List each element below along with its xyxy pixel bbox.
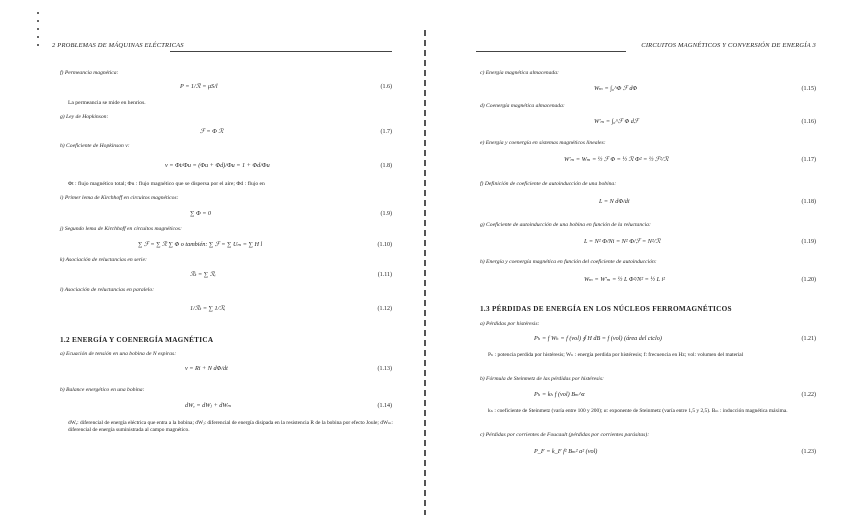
- item-label: i) Primer lema de Kirchhoff en circuitos magnéticos:: [60, 195, 179, 201]
- item-label: b) Balance energético en una bobina:: [60, 387, 145, 393]
- equation-number: (1.13): [377, 366, 392, 372]
- right-header-text: CIRCUITOS MAGNÉTICOS Y CONVERSIÓN DE ENERGÍA 3: [641, 42, 816, 49]
- equation: v = Ri + N dΦ/dt: [185, 365, 228, 372]
- item-label: b) Fórmula de Steinmetz de las pérdidas por histéresis:: [480, 376, 604, 382]
- item-label: d) Coenergía magnética almacenada:: [480, 103, 565, 109]
- equation-number: (1.21): [801, 336, 816, 342]
- left-header-text: 2 PROBLEMAS DE MÁQUINAS ELÉCTRICAS: [52, 42, 184, 49]
- header-rule: [170, 51, 392, 52]
- right-page: [424, 0, 848, 515]
- equation: ν = Φt/Φu = (Φu + Φd)/Φu = 1 + Φd/Φu: [165, 162, 270, 169]
- item-label: c) Energía magnética almacenada:: [480, 70, 559, 76]
- item-label: a) Ecuación de tensión en una bobina de N espiras:: [60, 351, 177, 357]
- item-label: a) Pérdidas por histéresis:: [480, 321, 540, 327]
- equation: ∑ ℱ = ∑ ℛ ∑ Φ o también: ∑ ℱ = ∑ Uₘ = ∑ H l: [138, 241, 263, 248]
- item-label: h) Coeficiente de Hopkinson ν:: [60, 143, 130, 149]
- item-label: c) Pérdidas por corrientes de Foucault (pérdidas por corrientes parásitas):: [480, 432, 650, 438]
- equation: Pₕ = f Wₕ = f (vol) ∮ H dB = f (vol) (área del ciclo): [534, 335, 662, 342]
- equation: Wₘ = ∫₀^Φ ℱ dΦ: [594, 85, 638, 92]
- item-label: h) Energía y coenergía magnética en función del coeficiente de autoinducción:: [480, 259, 657, 265]
- equation-number: (1.23): [801, 449, 816, 455]
- equation: W′ₘ = ∫₀^ℱ Φ dℱ: [594, 118, 639, 125]
- equation: Pₕ = kₕ f (vol) Bₘ^α: [534, 391, 585, 398]
- right-page-header: [476, 42, 816, 54]
- equation: ℱ = Φ ℛ: [200, 128, 224, 135]
- body-paragraph: dWₑ: diferencial de energía eléctrica que entra a la bobina; dWⱼ: diferencial de energía disipada en la resistencia R de la bobina por efecto Joule; dWₘ: diferencial de energía suministrada al campo magnético.: [68, 420, 393, 433]
- equation-number: (1.15): [801, 86, 816, 92]
- equation-number: (1.7): [380, 129, 392, 135]
- header-rule: [476, 51, 626, 52]
- section-heading: 1.3 PÉRDIDAS DE ENERGÍA EN LOS NÚCLEOS FERROMAGNÉTICOS: [480, 305, 732, 313]
- item-label: l) Asociación de reluctancias en paralelo:: [60, 287, 154, 293]
- item-label: g) Ley de Hopkinson:: [60, 114, 109, 120]
- equation: P = 1/ℛ = μS/l: [180, 83, 218, 90]
- equation: 1/ℛₜ = ∑ 1/ℛᵢ: [190, 305, 226, 312]
- equation: Wₘ = W′ₘ = ½ L Φ²/N² = ½ L i²: [584, 276, 666, 283]
- equation-number: (1.14): [377, 403, 392, 409]
- equation-number: (1.22): [801, 392, 816, 398]
- equation-number: (1.11): [377, 272, 392, 278]
- equation: ∑ Φ = 0: [190, 210, 212, 217]
- equation-number: (1.17): [801, 157, 816, 163]
- equation-number: (1.16): [801, 119, 816, 125]
- body-text: La permeancia se mide en henrios.: [68, 100, 146, 106]
- item-label: j) Segundo lema de Kirchhoff en circuitos magnéticos:: [60, 226, 182, 232]
- item-label: k) Asociación de reluctancias en serie:: [60, 257, 147, 263]
- equation: P_F = k_F f² Bₘ² a² (vol): [534, 448, 598, 455]
- equation-number: (1.19): [801, 239, 816, 245]
- equation-number: (1.6): [380, 84, 392, 90]
- equation-number: (1.10): [377, 242, 392, 248]
- equation: L = N² Φ/Ni = N² Φ/ℱ = N²/ℛ: [584, 238, 661, 245]
- equation-number: (1.12): [377, 306, 392, 312]
- equation: L = N dΦ/di: [599, 198, 630, 205]
- equation: W′ₘ = Wₘ = ½ ℱ Φ = ½ ℛ Φ² = ½ ℱ²/ℛ: [564, 156, 669, 163]
- equation: ℛₜ = ∑ ℛᵢ: [190, 271, 216, 278]
- section-heading: 1.2 ENERGÍA Y COENERGÍA MAGNÉTICA: [60, 336, 214, 344]
- item-label: g) Coeficiente de autoinducción de una bobina en función de la reluctancia:: [480, 222, 651, 228]
- equation-number: (1.20): [801, 277, 816, 283]
- item-label: f) Permeancia magnética:: [60, 70, 119, 76]
- body-text: Φt : flujo magnético total; Φu : flujo magnético que se dispersa por el aire; Φd : flujo en: [68, 181, 265, 187]
- body-paragraph: kₕ : coeficiente de Steinmetz (varía entre 100 y 200); α: exponente de Steinmetz (varía entre 1,5 y 2,5). Bₘ : inducción magnética máxima.: [488, 408, 788, 414]
- equation-number: (1.9): [380, 211, 392, 217]
- equation: dWₑ = dWⱼ + dWₘ: [185, 402, 232, 409]
- item-label: e) Energía y coenergía en sistemas magnéticos lineales:: [480, 140, 606, 146]
- equation-number: (1.8): [380, 163, 392, 169]
- equation-number: (1.18): [801, 199, 816, 205]
- left-page-header: [52, 42, 392, 54]
- item-label: f) Definición de coeficiente de autoinducción de una bobina:: [480, 181, 617, 187]
- body-paragraph: Pₕ : potencia perdida por histéresis; Wₕ : energía perdida por histéresis; f: frecuencia en Hz; vol: volumen del material: [488, 352, 744, 358]
